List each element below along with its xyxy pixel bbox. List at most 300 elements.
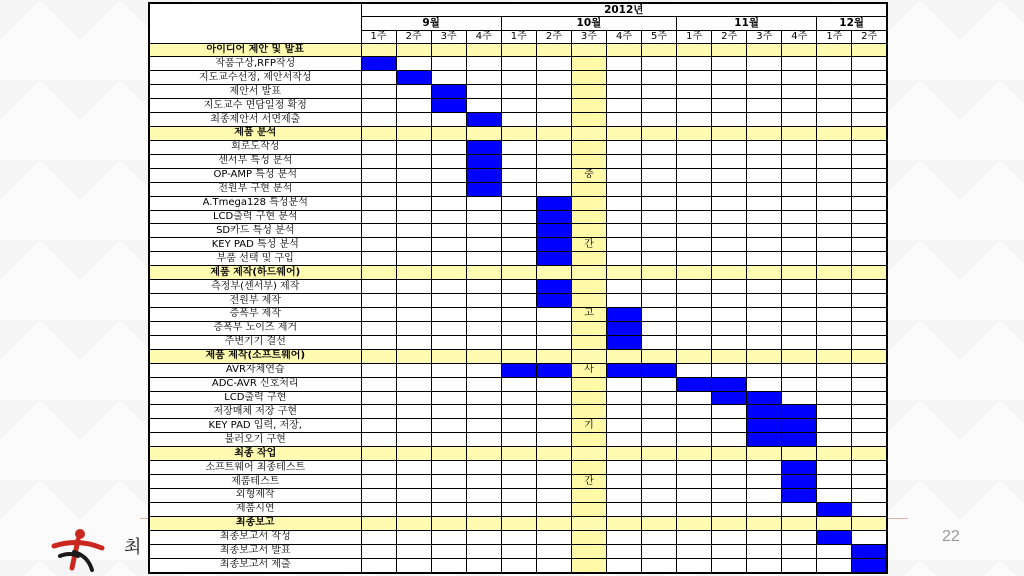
- gantt-bar-cell: [466, 168, 501, 182]
- task-row: [149, 335, 887, 349]
- gantt-empty-cell: [466, 502, 501, 516]
- gantt-empty-cell: [606, 502, 641, 516]
- gantt-empty-cell: [642, 447, 677, 461]
- gantt-empty-cell: [677, 57, 712, 71]
- midterm-cell: [571, 57, 606, 71]
- month-header: 11월: [677, 16, 817, 30]
- gantt-empty-cell: [606, 71, 641, 85]
- gantt-empty-cell: [466, 363, 501, 377]
- gantt-empty-cell: [817, 558, 852, 573]
- gantt-empty-cell: [396, 489, 431, 503]
- gantt-empty-cell: [747, 489, 782, 503]
- gantt-empty-cell: [852, 168, 887, 182]
- week-header: 2주: [712, 30, 747, 43]
- gantt-empty-cell: [677, 475, 712, 489]
- gantt-empty-cell: [642, 294, 677, 308]
- gantt-empty-cell: [606, 405, 641, 419]
- gantt-empty-cell: [536, 558, 571, 573]
- task-label: 증폭부 노이즈 제거: [149, 321, 361, 335]
- gantt-empty-cell: [501, 349, 536, 363]
- gantt-empty-cell: [466, 391, 501, 405]
- gantt-empty-cell: [536, 168, 571, 182]
- gantt-empty-cell: [431, 461, 466, 475]
- task-row: [149, 502, 887, 516]
- gantt-empty-cell: [747, 57, 782, 71]
- gantt-empty-cell: [817, 154, 852, 168]
- gantt-empty-cell: [782, 127, 817, 141]
- gantt-empty-cell: [466, 544, 501, 558]
- midterm-cell: [571, 127, 606, 141]
- gantt-empty-cell: [712, 154, 747, 168]
- gantt-empty-cell: [431, 405, 466, 419]
- task-label: 불러오기 구현: [149, 433, 361, 447]
- task-row: [149, 530, 887, 544]
- midterm-cell: [571, 266, 606, 280]
- gantt-empty-cell: [642, 544, 677, 558]
- gantt-empty-cell: [817, 391, 852, 405]
- gantt-empty-cell: [431, 321, 466, 335]
- gantt-empty-cell: [712, 516, 747, 530]
- gantt-empty-cell: [747, 210, 782, 224]
- gantt-empty-cell: [852, 377, 887, 391]
- gantt-empty-cell: [782, 544, 817, 558]
- gantt-bar-cell: [396, 71, 431, 85]
- gantt-empty-cell: [782, 391, 817, 405]
- gantt-empty-cell: [852, 461, 887, 475]
- gantt-empty-cell: [606, 57, 641, 71]
- header-corner: [149, 3, 361, 43]
- gantt-empty-cell: [361, 405, 396, 419]
- gantt-empty-cell: [431, 210, 466, 224]
- gantt-bar-cell: [466, 113, 501, 127]
- gantt-empty-cell: [642, 502, 677, 516]
- gantt-empty-cell: [642, 196, 677, 210]
- task-label: 소프트웨어 최종테스트: [149, 461, 361, 475]
- gantt-bar-cell: [782, 405, 817, 419]
- gantt-empty-cell: [361, 99, 396, 113]
- gantt-empty-cell: [817, 85, 852, 99]
- task-row: [149, 238, 887, 252]
- task-row: [149, 140, 887, 154]
- gantt-empty-cell: [606, 516, 641, 530]
- gantt-empty-cell: [852, 363, 887, 377]
- gantt-empty-cell: [712, 363, 747, 377]
- gantt-empty-cell: [606, 252, 641, 266]
- gantt-empty-cell: [642, 168, 677, 182]
- gantt-empty-cell: [466, 377, 501, 391]
- gantt-empty-cell: [536, 308, 571, 322]
- gantt-empty-cell: [361, 391, 396, 405]
- task-label: 지도교수 면담일정 확정: [149, 99, 361, 113]
- gantt-empty-cell: [501, 43, 536, 57]
- gantt-empty-cell: [712, 252, 747, 266]
- gantt-bar-cell: [782, 461, 817, 475]
- week-header: 1주: [361, 30, 396, 43]
- gantt-empty-cell: [396, 475, 431, 489]
- gantt-empty-cell: [431, 280, 466, 294]
- task-label: SD카드 특성 분석: [149, 224, 361, 238]
- gantt-empty-cell: [712, 238, 747, 252]
- section-label: 제품 제작(소프트웨어): [149, 349, 361, 363]
- gantt-empty-cell: [361, 530, 396, 544]
- gantt-empty-cell: [677, 489, 712, 503]
- gantt-empty-cell: [361, 558, 396, 573]
- gantt-empty-cell: [536, 71, 571, 85]
- gantt-empty-cell: [536, 57, 571, 71]
- midterm-label-char: 고: [571, 308, 606, 322]
- gantt-empty-cell: [782, 99, 817, 113]
- gantt-empty-cell: [677, 405, 712, 419]
- gantt-empty-cell: [361, 113, 396, 127]
- gantt-empty-cell: [361, 71, 396, 85]
- gantt-bar-cell: [782, 475, 817, 489]
- gantt-empty-cell: [642, 433, 677, 447]
- section-label: 아이디어 제안 및 발표: [149, 43, 361, 57]
- gantt-empty-cell: [606, 168, 641, 182]
- gantt-empty-cell: [466, 71, 501, 85]
- gantt-empty-cell: [712, 475, 747, 489]
- section-row: [149, 127, 887, 141]
- gantt-empty-cell: [396, 530, 431, 544]
- gantt-empty-cell: [431, 154, 466, 168]
- gantt-empty-cell: [677, 558, 712, 573]
- gantt-empty-cell: [431, 182, 466, 196]
- gantt-empty-cell: [747, 294, 782, 308]
- gantt-empty-cell: [396, 280, 431, 294]
- gantt-empty-cell: [396, 377, 431, 391]
- gantt-bar-cell: [536, 224, 571, 238]
- task-label: 최종제안서 서면제출: [149, 113, 361, 127]
- gantt-empty-cell: [852, 99, 887, 113]
- gantt-empty-cell: [782, 71, 817, 85]
- task-row: [149, 196, 887, 210]
- gantt-empty-cell: [852, 43, 887, 57]
- gantt-empty-cell: [817, 516, 852, 530]
- gantt-bar-cell: [747, 391, 782, 405]
- gantt-empty-cell: [501, 335, 536, 349]
- gantt-empty-cell: [501, 489, 536, 503]
- gantt-empty-cell: [677, 502, 712, 516]
- gantt-empty-cell: [747, 182, 782, 196]
- gantt-empty-cell: [361, 349, 396, 363]
- gantt-empty-cell: [747, 530, 782, 544]
- gantt-empty-cell: [747, 502, 782, 516]
- gantt-empty-cell: [852, 154, 887, 168]
- gantt-empty-cell: [747, 99, 782, 113]
- gantt-empty-cell: [396, 57, 431, 71]
- gantt-empty-cell: [361, 308, 396, 322]
- gantt-empty-cell: [747, 558, 782, 573]
- gantt-empty-cell: [782, 447, 817, 461]
- gantt-empty-cell: [747, 85, 782, 99]
- gantt-empty-cell: [782, 363, 817, 377]
- gantt-empty-cell: [852, 85, 887, 99]
- task-row: [149, 475, 887, 489]
- gantt-empty-cell: [536, 475, 571, 489]
- gantt-bar-cell: [466, 154, 501, 168]
- gantt-empty-cell: [642, 252, 677, 266]
- gantt-empty-cell: [431, 196, 466, 210]
- gantt-empty-cell: [677, 168, 712, 182]
- gantt-empty-cell: [396, 321, 431, 335]
- midterm-cell: [571, 43, 606, 57]
- gantt-empty-cell: [431, 447, 466, 461]
- gantt-empty-cell: [712, 502, 747, 516]
- gantt-empty-cell: [747, 238, 782, 252]
- gantt-empty-cell: [677, 266, 712, 280]
- month-header: 9월: [361, 16, 501, 30]
- gantt-empty-cell: [677, 182, 712, 196]
- gantt-bar-cell: [852, 558, 887, 573]
- gantt-empty-cell: [606, 113, 641, 127]
- gantt-bar-cell: [536, 280, 571, 294]
- gantt-empty-cell: [501, 196, 536, 210]
- gantt-empty-cell: [712, 57, 747, 71]
- gantt-empty-cell: [431, 252, 466, 266]
- gantt-empty-cell: [361, 447, 396, 461]
- gantt-empty-cell: [606, 475, 641, 489]
- gantt-empty-cell: [782, 224, 817, 238]
- gantt-empty-cell: [361, 252, 396, 266]
- gantt-empty-cell: [361, 516, 396, 530]
- midterm-cell: [571, 99, 606, 113]
- gantt-empty-cell: [431, 140, 466, 154]
- task-label: LCD출력 구현: [149, 391, 361, 405]
- gantt-bar-cell: [536, 238, 571, 252]
- midterm-cell: [571, 349, 606, 363]
- slide-caption: 최: [124, 537, 142, 558]
- gantt-bar-cell: [852, 544, 887, 558]
- midterm-cell: [571, 447, 606, 461]
- midterm-cell: [571, 280, 606, 294]
- gantt-empty-cell: [361, 419, 396, 433]
- gantt-empty-cell: [431, 349, 466, 363]
- gantt-empty-cell: [852, 182, 887, 196]
- gantt-empty-cell: [501, 57, 536, 71]
- midterm-cell: [571, 558, 606, 573]
- task-row: [149, 210, 887, 224]
- gantt-empty-cell: [501, 238, 536, 252]
- gantt-empty-cell: [501, 210, 536, 224]
- gantt-empty-cell: [712, 85, 747, 99]
- gantt-empty-cell: [501, 99, 536, 113]
- gantt-empty-cell: [852, 127, 887, 141]
- gantt-bar-cell: [782, 489, 817, 503]
- gantt-empty-cell: [606, 349, 641, 363]
- gantt-empty-cell: [396, 127, 431, 141]
- gantt-empty-cell: [747, 113, 782, 127]
- gantt-empty-cell: [396, 154, 431, 168]
- gantt-empty-cell: [361, 266, 396, 280]
- gantt-empty-cell: [606, 419, 641, 433]
- gantt-empty-cell: [606, 266, 641, 280]
- gantt-empty-cell: [361, 475, 396, 489]
- gantt-empty-cell: [852, 405, 887, 419]
- gantt-empty-cell: [501, 377, 536, 391]
- gantt-empty-cell: [677, 391, 712, 405]
- gantt-empty-cell: [501, 224, 536, 238]
- gantt-empty-cell: [852, 349, 887, 363]
- gantt-bar-cell: [361, 57, 396, 71]
- gantt-empty-cell: [782, 335, 817, 349]
- task-label: 주변기기 결선: [149, 335, 361, 349]
- gantt-empty-cell: [466, 405, 501, 419]
- gantt-empty-cell: [712, 489, 747, 503]
- week-header: 4주: [782, 30, 817, 43]
- gantt-empty-cell: [396, 113, 431, 127]
- gantt-empty-cell: [536, 489, 571, 503]
- gantt-empty-cell: [747, 252, 782, 266]
- gantt-empty-cell: [712, 113, 747, 127]
- task-label: 최종보고서 제출: [149, 558, 361, 573]
- gantt-empty-cell: [852, 252, 887, 266]
- gantt-empty-cell: [361, 544, 396, 558]
- gantt-empty-cell: [817, 447, 852, 461]
- gantt-empty-cell: [501, 280, 536, 294]
- task-row: [149, 99, 887, 113]
- gantt-empty-cell: [466, 196, 501, 210]
- task-label: 제안서 발표: [149, 85, 361, 99]
- gantt-empty-cell: [606, 377, 641, 391]
- gantt-empty-cell: [396, 335, 431, 349]
- midterm-label-char: 기: [571, 419, 606, 433]
- gantt-empty-cell: [642, 85, 677, 99]
- gantt-empty-cell: [817, 280, 852, 294]
- school-logo-icon: [48, 526, 106, 572]
- gantt-empty-cell: [712, 419, 747, 433]
- gantt-empty-cell: [712, 405, 747, 419]
- midterm-cell: [571, 544, 606, 558]
- gantt-empty-cell: [642, 113, 677, 127]
- gantt-empty-cell: [361, 210, 396, 224]
- gantt-empty-cell: [642, 140, 677, 154]
- gantt-empty-cell: [501, 475, 536, 489]
- gantt-empty-cell: [817, 405, 852, 419]
- gantt-empty-cell: [747, 154, 782, 168]
- gantt-empty-cell: [361, 502, 396, 516]
- page-number: 22: [942, 528, 960, 545]
- gantt-empty-cell: [747, 461, 782, 475]
- gantt-empty-cell: [466, 85, 501, 99]
- gantt-empty-cell: [431, 419, 466, 433]
- gantt-bar-cell: [536, 210, 571, 224]
- gantt-empty-cell: [606, 530, 641, 544]
- gantt-empty-cell: [677, 294, 712, 308]
- task-row: [149, 294, 887, 308]
- task-label: 부품 선택 및 구입: [149, 252, 361, 266]
- gantt-empty-cell: [361, 196, 396, 210]
- gantt-bar-cell: [606, 363, 641, 377]
- gantt-empty-cell: [501, 558, 536, 573]
- gantt-empty-cell: [361, 377, 396, 391]
- gantt-empty-cell: [747, 168, 782, 182]
- midterm-cell: [571, 140, 606, 154]
- gantt-empty-cell: [431, 558, 466, 573]
- gantt-empty-cell: [712, 280, 747, 294]
- gantt-empty-cell: [712, 335, 747, 349]
- gantt-empty-cell: [852, 502, 887, 516]
- gantt-empty-cell: [642, 238, 677, 252]
- gantt-empty-cell: [501, 252, 536, 266]
- gantt-empty-cell: [817, 71, 852, 85]
- task-label: 작품구상,RFP작성: [149, 57, 361, 71]
- task-row: [149, 391, 887, 405]
- gantt-empty-cell: [396, 99, 431, 113]
- week-header: 3주: [571, 30, 606, 43]
- gantt-empty-cell: [817, 475, 852, 489]
- task-label: 최종보고서 작성: [149, 530, 361, 544]
- year-header: 2012년: [361, 3, 887, 16]
- gantt-empty-cell: [536, 461, 571, 475]
- task-label: 저장매체 저장 구현: [149, 405, 361, 419]
- task-label: OP-AMP 특성 분석: [149, 168, 361, 182]
- gantt-empty-cell: [852, 224, 887, 238]
- gantt-empty-cell: [712, 294, 747, 308]
- gantt-empty-cell: [361, 363, 396, 377]
- gantt-empty-cell: [536, 516, 571, 530]
- gantt-empty-cell: [677, 349, 712, 363]
- gantt-empty-cell: [501, 516, 536, 530]
- gantt-empty-cell: [642, 57, 677, 71]
- gantt-empty-cell: [431, 308, 466, 322]
- gantt-empty-cell: [677, 252, 712, 266]
- gantt-empty-cell: [782, 85, 817, 99]
- gantt-empty-cell: [782, 558, 817, 573]
- midterm-label-char: 사: [571, 363, 606, 377]
- gantt-empty-cell: [677, 308, 712, 322]
- gantt-empty-cell: [782, 43, 817, 57]
- gantt-empty-cell: [466, 280, 501, 294]
- gantt-empty-cell: [606, 224, 641, 238]
- task-label: 제품시연: [149, 502, 361, 516]
- schedule-gantt-table: [148, 2, 888, 574]
- gantt-empty-cell: [361, 489, 396, 503]
- gantt-empty-cell: [747, 43, 782, 57]
- gantt-empty-cell: [642, 210, 677, 224]
- gantt-empty-cell: [431, 530, 466, 544]
- gantt-empty-cell: [431, 57, 466, 71]
- task-label: A.Tmega128 특성분석: [149, 196, 361, 210]
- gantt-empty-cell: [361, 238, 396, 252]
- gantt-empty-cell: [361, 127, 396, 141]
- gantt-empty-cell: [536, 544, 571, 558]
- gantt-empty-cell: [642, 349, 677, 363]
- gantt-empty-cell: [747, 335, 782, 349]
- gantt-empty-cell: [712, 71, 747, 85]
- gantt-empty-cell: [466, 433, 501, 447]
- gantt-empty-cell: [536, 502, 571, 516]
- gantt-empty-cell: [852, 280, 887, 294]
- gantt-empty-cell: [431, 238, 466, 252]
- gantt-bar-cell: [817, 502, 852, 516]
- gantt-empty-cell: [361, 154, 396, 168]
- gantt-empty-cell: [677, 461, 712, 475]
- gantt-empty-cell: [852, 238, 887, 252]
- gantt-bar-cell: [747, 433, 782, 447]
- gantt-empty-cell: [396, 544, 431, 558]
- gantt-empty-cell: [606, 154, 641, 168]
- gantt-empty-cell: [642, 266, 677, 280]
- section-row: [149, 447, 887, 461]
- midterm-cell: [571, 516, 606, 530]
- gantt-empty-cell: [747, 308, 782, 322]
- gantt-bar-cell: [642, 363, 677, 377]
- task-row: [149, 280, 887, 294]
- task-row: [149, 57, 887, 71]
- task-label: 측정부(센서부) 제작: [149, 280, 361, 294]
- gantt-empty-cell: [466, 419, 501, 433]
- gantt-bar-cell: [747, 419, 782, 433]
